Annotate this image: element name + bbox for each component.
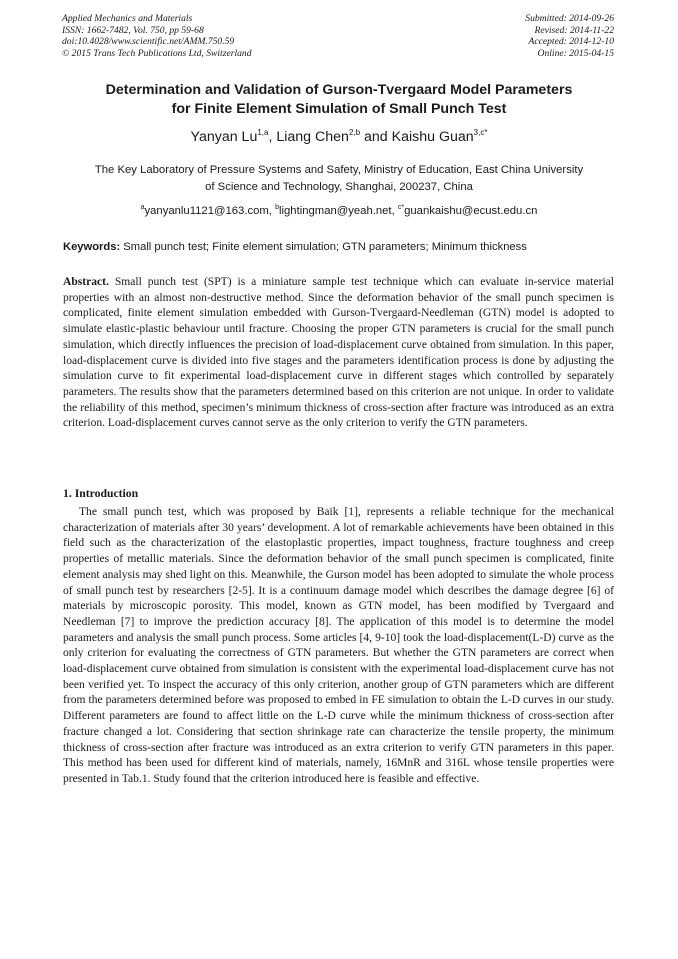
- abstract: [63, 275, 614, 432]
- affiliation-line1: The Key Laboratory of Pressure Systems and Safety, Ministry of Education, East China University: [94, 164, 584, 176]
- date-submitted: Submitted: 2014-09-26: [525, 13, 614, 24]
- introduction-paragraph: The small punch test, which was proposed by Baik [1], represents a reliable technique for the mechanical characterization of materials after 30 years’ development. A lot of remarkable achievements have been obtained in this field such as the characterization of the elastoplastic properties, impact toughness, fracture toughness and creep properties of metallic materials. Since the deformation behavior of the small punch specimen is complicated, finite element analysis may shed light on this. Meanwhile, the Gurson model has been adopted to simulate the whole process of small punch test by researchers [2-5]. It is a continuum damage model which describes the damage degree [6] of materials by microscopic porosity. This model, known as GTN model, has been modified by Tvergaard and Needleman [7] to improve the prediction accuracy [8]. The application of this model is to determine the model parameters and analysis the small punch process. Some articles [4, 9-10] took the load-displacement(L-D) curve as the only criterion for evaluating the correctness of GTN parameters. But whether the GTN parameters are correct when load-displacement curve obtained from simulation is consistent with the experimental load-displacement curve has not been verified yet. To inspect the accuracy of this only criterion, another group of GTN parameters which are different from the parameters determined before was proposed to embed in FE simulation to obtain the L-D curves in our study. Different parameters are found to affect little on the L-D curve while the minimum thickness of cross-section after fracture changed a lot. Considering that section shrinkage rate can characterize the tensile property, the minimum thickness of cross-section after fracture was introduced as an extra criterion to verify GTN parameters in this paper. This method has been used for different kind of materials, namely, 16MnR and 316L whose tensile properties were presented in Tab.1. Study found that the criterion introduced here is feasible and effective.: [63, 506, 614, 785]
- author-2-name: Liang Chen: [276, 129, 349, 145]
- email-2-marker: b: [275, 204, 279, 211]
- date-revised: Revised: 2014-11-22: [534, 24, 614, 36]
- paper-title-line1: Determination and Validation of Gurson-Tvergaard Model Parameters: [105, 82, 573, 98]
- abstract-text: Small punch test (SPT) is a miniature sample test technique which can evaluate in-service material properties with an almost non-destructive method. Since the deformation behavior of the small punch specimen is complicated, finite element simulation embedded with Gurson-Tvergaard-Needleman (GTN) model is adopted to simulate elastic-plastic behaviour until fracture. Choosing the proper GTN parameters is crucial for the small punch simulation, which directly influences the precision of load-displacement curve obtained from simulation. In this paper, load-displacement curve is divided into five stages and the parameters identification process is done by adjusting the simulation curve to fit experimental load-displacement curve in different stages which controlled by separately parameters. The results show that the parameters determined based on this criterion are not unique. In order to validate the reliability of this method, specimen’s minimum thickness of cross-section after fracture was introduced as an extra criterion. Load-displacement curves cannot serve as the only criterion to verify the GTN parameters.: [63, 276, 614, 430]
- keywords: [63, 240, 623, 255]
- affiliation: [40, 162, 638, 196]
- abstract-label: Abstract.: [63, 276, 109, 288]
- author-2-affil: 2,b: [348, 128, 361, 137]
- section-heading-introduction: 1. Introduction: [63, 487, 139, 500]
- author-list: [40, 128, 638, 146]
- email-3-marker: c*: [397, 204, 405, 211]
- journal-issn: ISSN: 1662-7482, Vol. 750, pp 59-68: [62, 24, 204, 36]
- author-sep-2: and: [360, 129, 392, 145]
- author-3-affil: 3,c*: [473, 128, 488, 137]
- journal-copyright: © 2015 Trans Tech Publications Ltd, Switzerland: [62, 47, 252, 59]
- author-1-affil: 1,a: [257, 128, 269, 137]
- author-1-name: Yanyan Lu: [190, 129, 258, 145]
- email-1: yanyanlu1121@163.com,: [144, 205, 276, 217]
- journal-dates-right: [525, 13, 614, 59]
- email-3: guankaishu@ecust.edu.cn: [404, 205, 538, 217]
- journal-info-left: [62, 13, 252, 59]
- author-3-name: Kaishu Guan: [391, 129, 474, 145]
- journal-name: Applied Mechanics and Materials: [62, 13, 193, 24]
- email-1-marker: a: [140, 204, 145, 211]
- keywords-text: Small punch test; Finite element simulation; GTN parameters; Minimum thickness: [120, 241, 527, 253]
- email-2: lightingman@yeah.net,: [278, 205, 398, 217]
- paper-title-line2: for Finite Element Simulation of Small Punch Test: [171, 101, 507, 117]
- email-list: [40, 203, 638, 219]
- keywords-label: Keywords:: [63, 241, 121, 253]
- affiliation-line2: of Science and Technology, Shanghai, 200237, China: [205, 181, 473, 193]
- paper-title: [40, 81, 638, 119]
- author-sep-1: ,: [268, 129, 277, 145]
- date-accepted: Accepted: 2014-12-10: [528, 36, 614, 47]
- date-online: Online: 2015-04-15: [537, 47, 614, 59]
- journal-doi: doi:10.4028/www.scientific.net/AMM.750.59: [62, 36, 235, 47]
